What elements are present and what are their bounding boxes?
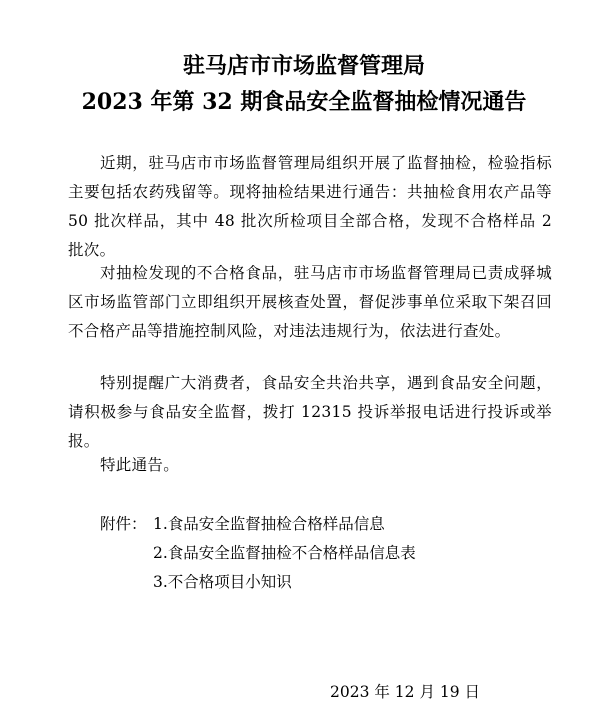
attachment-item-1[interactable]: 1.食品安全监督抽检合格样品信息 xyxy=(153,515,385,533)
issuer-title: 驻马店市市场监督管理局 xyxy=(182,53,425,79)
attachment-item-3[interactable]: 3.不合格项目小知识 xyxy=(153,573,292,591)
notice-title: 2023 年第 32 期食品安全监督抽检情况通告 xyxy=(81,89,527,115)
attachment-item-2[interactable]: 2.食品安全监督抽检不合格样品信息表 xyxy=(153,544,416,562)
attachments-list xyxy=(153,510,416,597)
paragraph-inspection-summary: 近期，驻马店市市场监督管理局组织开展了监督抽检，检验指标主要包括农药残留等。现将抽检结果进行通告：共抽检食用农产品等 50 批次样品，其中 48 批次所检项目全部合格，发现不合格样品 2 批次。 xyxy=(68,154,552,259)
attachments-label: 附件： xyxy=(100,515,147,533)
paragraph-closing: 特此通告。 xyxy=(100,456,180,474)
paragraph-consumer-reminder: 特别提醒广大消费者，食品安全共治共享，遇到食品安全问题，请积极参与食品安全监督，拨打 12315 投诉举报电话进行投诉或举报。 xyxy=(68,374,552,450)
issue-date: 2023 年 12 月 19 日 xyxy=(330,683,481,701)
paragraph-disposal: 对抽检发现的不合格食品，驻马店市市场监督管理局已责成驿城区市场监管部门立即组织开展核查处置，督促涉事单位采取下架召回不合格产品等措施控制风险，对违法违规行为，依法进行查处。 xyxy=(68,264,552,340)
